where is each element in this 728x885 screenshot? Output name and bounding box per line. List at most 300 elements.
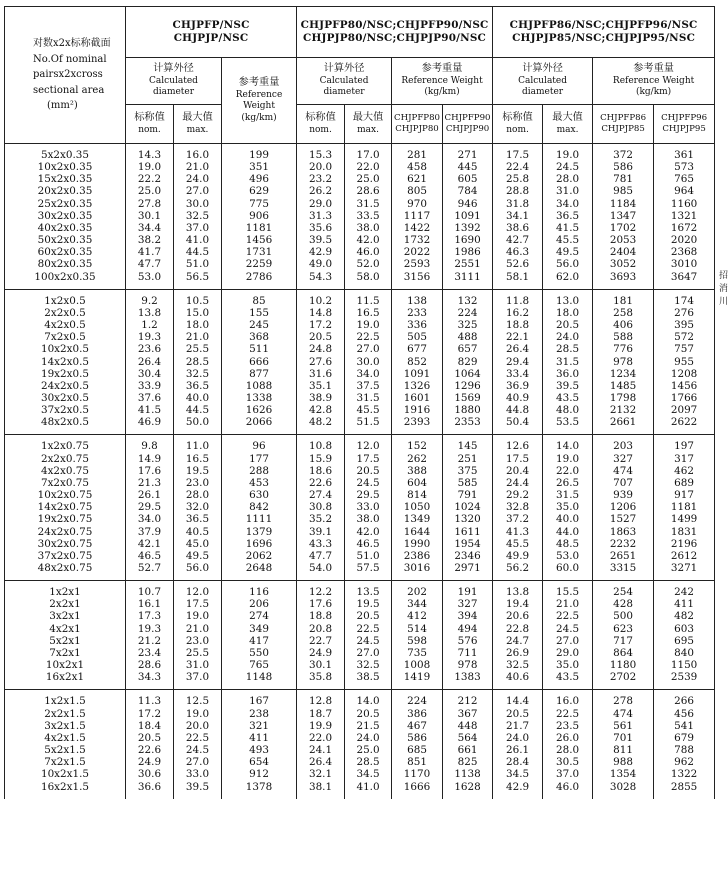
value-cell: 375	[443, 465, 493, 477]
value-cell: 28.0	[174, 489, 222, 501]
value-cell: 26.9	[493, 647, 543, 659]
value-cell: 60.0	[543, 562, 593, 581]
value-cell: 44.5	[174, 404, 222, 416]
value-cell: 2702	[593, 671, 654, 690]
value-cell: 44.0	[543, 526, 593, 538]
value-cell: 36.5	[174, 513, 222, 525]
value-cell: 1628	[443, 781, 493, 799]
value-cell: 21.5	[345, 720, 392, 732]
model-subheader	[392, 105, 443, 144]
value-cell: 238	[222, 708, 297, 720]
value-cell: 24.4	[493, 477, 543, 489]
value-cell: 1064	[443, 368, 493, 380]
value-cell: 2786	[222, 271, 297, 290]
weight-unit: (kg/km)	[241, 112, 277, 123]
value-cell: 814	[392, 489, 443, 501]
value-cell: 9.8	[126, 435, 174, 453]
value-cell: 657	[443, 343, 493, 355]
value-cell: 21.2	[126, 635, 174, 647]
value-cell: 1666	[392, 781, 443, 799]
value-cell: 37.0	[174, 222, 222, 234]
value-cell: 1181	[222, 222, 297, 234]
model-line-2: CHJPJP95	[662, 124, 706, 134]
value-cell: 30.1	[126, 210, 174, 222]
value-cell: 1379	[222, 526, 297, 538]
value-cell: 564	[443, 732, 493, 744]
value-cell: 62.0	[543, 271, 593, 290]
size-cell: 4x2x1.5	[5, 732, 126, 744]
table-row	[5, 453, 715, 465]
value-cell: 31.0	[543, 185, 593, 197]
value-cell: 3271	[654, 562, 715, 581]
value-cell: 598	[392, 635, 443, 647]
value-cell: 38.9	[297, 392, 345, 404]
value-cell: 629	[222, 185, 297, 197]
value-cell: 1696	[222, 538, 297, 550]
weight-cn: 参考重量	[238, 77, 280, 89]
value-cell: 21.7	[493, 720, 543, 732]
value-cell: 2648	[222, 562, 297, 581]
value-cell: 132	[443, 289, 493, 307]
value-cell: 14.4	[493, 690, 543, 708]
value-cell: 17.2	[297, 319, 345, 331]
value-cell: 2404	[593, 246, 654, 258]
value-cell: 29.5	[126, 501, 174, 513]
value-cell: 19.0	[345, 319, 392, 331]
value-cell: 17.0	[345, 144, 392, 162]
value-cell: 19.0	[543, 144, 593, 162]
value-cell: 2022	[392, 246, 443, 258]
calc-en-1: Calculated	[518, 76, 568, 87]
value-cell: 30.6	[126, 768, 174, 780]
value-cell: 43.5	[543, 392, 593, 404]
value-cell: 372	[593, 144, 654, 162]
value-cell: 781	[593, 173, 654, 185]
value-cell: 24.9	[297, 647, 345, 659]
value-cell: 1206	[593, 501, 654, 513]
value-cell: 254	[593, 581, 654, 599]
value-cell: 496	[222, 173, 297, 185]
value-cell: 788	[654, 744, 715, 756]
value-cell: 1349	[392, 513, 443, 525]
model-line-2: CHJPJP80	[395, 124, 439, 134]
size-cell: 25x2x0.35	[5, 198, 126, 210]
size-label-en-1: No.Of nominal	[33, 53, 107, 65]
value-cell: 181	[593, 289, 654, 307]
weight-en-full: Reference Weight	[612, 76, 695, 87]
value-cell: 26.1	[493, 744, 543, 756]
value-cell: 40.0	[543, 513, 593, 525]
value-cell: 1008	[392, 659, 443, 671]
value-cell: 2661	[593, 416, 654, 435]
value-cell: 811	[593, 744, 654, 756]
value-cell: 197	[654, 435, 715, 453]
value-cell: 26.5	[543, 477, 593, 489]
value-cell: 31.6	[297, 368, 345, 380]
value-cell: 511	[222, 343, 297, 355]
size-cell: 1x2x0.5	[5, 289, 126, 307]
value-cell: 42.0	[345, 526, 392, 538]
value-cell: 550	[222, 647, 297, 659]
value-cell: 20.5	[345, 708, 392, 720]
value-cell: 54.3	[297, 271, 345, 290]
value-cell: 33.5	[345, 210, 392, 222]
value-cell: 51.0	[174, 258, 222, 270]
size-cell: 24x2x0.5	[5, 380, 126, 392]
table-row	[5, 581, 715, 599]
value-cell: 1569	[443, 392, 493, 404]
table-row	[5, 368, 715, 380]
size-cell: 10x2x0.35	[5, 161, 126, 173]
value-cell: 21.0	[174, 623, 222, 635]
max-cn: 最大值	[182, 112, 213, 123]
value-cell: 52.6	[493, 258, 543, 270]
value-cell: 12.5	[174, 690, 222, 708]
value-cell: 35.0	[543, 501, 593, 513]
value-cell: 2971	[443, 562, 493, 581]
value-cell: 1050	[392, 501, 443, 513]
size-cell: 7x2x0.5	[5, 331, 126, 343]
value-cell: 351	[222, 161, 297, 173]
calc-en-2: diameter	[323, 87, 365, 98]
value-cell: 31.0	[174, 659, 222, 671]
value-cell: 2232	[593, 538, 654, 550]
value-cell: 52.0	[345, 258, 392, 270]
nom-cn: 标称值	[502, 112, 533, 123]
size-cell: 1x2x1	[5, 581, 126, 599]
value-cell: 27.6	[297, 356, 345, 368]
model-subheader	[654, 105, 715, 144]
value-cell: 28.6	[345, 185, 392, 197]
value-cell: 24.5	[345, 477, 392, 489]
value-cell: 327	[443, 598, 493, 610]
value-cell: 35.8	[297, 671, 345, 690]
group-1-line-2: CHJPJP/NSC	[173, 32, 249, 44]
value-cell: 13.0	[543, 289, 593, 307]
size-cell: 3x2x1	[5, 610, 126, 622]
value-cell: 27.8	[126, 198, 174, 210]
value-cell: 41.0	[174, 234, 222, 246]
value-cell: 22.5	[345, 331, 392, 343]
nom-cn: 标称值	[134, 112, 165, 123]
value-cell: 251	[443, 453, 493, 465]
value-cell: 33.0	[345, 501, 392, 513]
value-cell: 17.3	[126, 610, 174, 622]
value-cell: 317	[654, 453, 715, 465]
value-cell: 24.0	[493, 732, 543, 744]
value-cell: 10.8	[297, 435, 345, 453]
value-cell: 20.5	[345, 465, 392, 477]
table-row	[5, 144, 715, 162]
size-column-header	[5, 7, 126, 144]
size-cell: 48x2x0.5	[5, 416, 126, 435]
value-cell: 32.8	[493, 501, 543, 513]
value-cell: 224	[443, 307, 493, 319]
value-cell: 271	[443, 144, 493, 162]
value-cell: 1499	[654, 513, 715, 525]
value-cell: 145	[443, 435, 493, 453]
value-cell: 1111	[222, 513, 297, 525]
value-cell: 12.2	[297, 581, 345, 599]
value-cell: 1208	[654, 368, 715, 380]
value-cell: 327	[593, 453, 654, 465]
value-cell: 10.7	[126, 581, 174, 599]
table-row	[5, 380, 715, 392]
value-cell: 39.5	[297, 234, 345, 246]
value-cell: 2259	[222, 258, 297, 270]
weight-cn: 参考重量	[421, 63, 463, 75]
value-cell: 2132	[593, 404, 654, 416]
value-cell: 474	[593, 465, 654, 477]
value-cell: 1378	[222, 781, 297, 799]
value-cell: 37.9	[126, 526, 174, 538]
value-cell: 964	[654, 185, 715, 197]
value-cell: 344	[392, 598, 443, 610]
value-cell: 1731	[222, 246, 297, 258]
value-cell: 22.8	[493, 623, 543, 635]
value-cell: 1732	[392, 234, 443, 246]
value-cell: 52.7	[126, 562, 174, 581]
value-cell: 42.8	[297, 404, 345, 416]
value-cell: 28.6	[126, 659, 174, 671]
value-cell: 203	[593, 435, 654, 453]
value-cell: 15.0	[174, 307, 222, 319]
value-cell: 29.4	[493, 356, 543, 368]
value-cell: 85	[222, 289, 297, 307]
value-cell: 695	[654, 635, 715, 647]
value-cell: 482	[654, 610, 715, 622]
value-cell: 233	[392, 307, 443, 319]
table-row	[5, 185, 715, 197]
table-row	[5, 526, 715, 538]
value-cell: 2612	[654, 550, 715, 562]
value-cell: 40.6	[493, 671, 543, 690]
value-cell: 1702	[593, 222, 654, 234]
value-cell: 43.5	[543, 671, 593, 690]
value-cell: 17.5	[345, 453, 392, 465]
model-line-1: CHJPFP96	[661, 113, 708, 124]
value-cell: 757	[654, 343, 715, 355]
weight-en-2: Weight	[243, 101, 275, 112]
value-cell: 24.5	[543, 623, 593, 635]
value-cell: 20.5	[345, 610, 392, 622]
size-cell: 14x2x0.5	[5, 356, 126, 368]
value-cell: 24.5	[345, 635, 392, 647]
nom-en: nom.	[138, 124, 161, 135]
value-cell: 191	[443, 581, 493, 599]
value-cell: 1916	[392, 404, 443, 416]
value-cell: 16.5	[174, 453, 222, 465]
value-cell: 16.2	[493, 307, 543, 319]
value-cell: 12.0	[174, 581, 222, 599]
value-cell: 24.0	[345, 732, 392, 744]
value-cell: 51.0	[345, 550, 392, 562]
value-cell: 1383	[443, 671, 493, 690]
value-cell: 17.5	[493, 453, 543, 465]
value-cell: 19.4	[493, 598, 543, 610]
value-cell: 411	[654, 598, 715, 610]
value-cell: 25.8	[493, 173, 543, 185]
value-cell: 1321	[654, 210, 715, 222]
value-cell: 917	[654, 489, 715, 501]
value-cell: 24.5	[174, 744, 222, 756]
value-cell: 852	[392, 356, 443, 368]
value-cell: 445	[443, 161, 493, 173]
model-line-2: CHJPJP90	[445, 124, 490, 134]
value-cell: 48.5	[543, 538, 593, 550]
value-cell: 56.2	[493, 562, 543, 581]
value-cell: 11.5	[345, 289, 392, 307]
value-cell: 1601	[392, 392, 443, 404]
size-cell: 30x2x0.75	[5, 538, 126, 550]
value-cell: 765	[654, 173, 715, 185]
value-cell: 33.0	[174, 768, 222, 780]
table-row	[5, 198, 715, 210]
value-cell: 48.0	[543, 404, 593, 416]
max-header	[543, 105, 593, 144]
value-cell: 38.2	[126, 234, 174, 246]
value-cell: 428	[593, 598, 654, 610]
value-cell: 10.2	[297, 289, 345, 307]
value-cell: 27.0	[345, 343, 392, 355]
side-text: 招 消 川	[719, 271, 728, 307]
value-cell: 24.5	[543, 161, 593, 173]
value-cell: 23.5	[543, 720, 593, 732]
value-cell: 17.5	[174, 598, 222, 610]
value-cell: 13.5	[345, 581, 392, 599]
model-line-2: CHJPJP85	[601, 124, 645, 134]
value-cell: 13.8	[126, 307, 174, 319]
value-cell: 258	[593, 307, 654, 319]
value-cell: 30.1	[297, 659, 345, 671]
size-cell: 30x2x0.35	[5, 210, 126, 222]
value-cell: 39.5	[174, 781, 222, 799]
table-row	[5, 465, 715, 477]
calc-cn: 计算外径	[323, 63, 365, 75]
value-cell: 15.5	[543, 581, 593, 599]
value-cell: 28.0	[543, 173, 593, 185]
value-cell: 33.9	[126, 380, 174, 392]
nom-header	[297, 105, 345, 144]
table-row	[5, 538, 715, 550]
size-cell: 5x2x1.5	[5, 744, 126, 756]
value-cell: 417	[222, 635, 297, 647]
value-cell: 946	[443, 198, 493, 210]
value-cell: 456	[654, 708, 715, 720]
table-row	[5, 501, 715, 513]
value-cell: 116	[222, 581, 297, 599]
value-cell: 16.0	[543, 690, 593, 708]
value-cell: 3052	[593, 258, 654, 270]
value-cell: 199	[222, 144, 297, 162]
value-cell: 24.8	[297, 343, 345, 355]
value-cell: 30.5	[543, 756, 593, 768]
value-cell: 19.0	[126, 161, 174, 173]
value-cell: 2053	[593, 234, 654, 246]
value-cell: 791	[443, 489, 493, 501]
size-cell: 3x2x1.5	[5, 720, 126, 732]
value-cell: 1180	[593, 659, 654, 671]
value-cell: 38.0	[345, 222, 392, 234]
size-cell: 10x2x0.75	[5, 489, 126, 501]
value-cell: 56.0	[543, 258, 593, 270]
value-cell: 35.1	[297, 380, 345, 392]
value-cell: 34.5	[345, 768, 392, 780]
calc-cn: 计算外径	[153, 63, 194, 75]
table-row	[5, 289, 715, 307]
value-cell: 1690	[443, 234, 493, 246]
size-cell: 5x2x1	[5, 635, 126, 647]
value-cell: 49.9	[493, 550, 543, 562]
value-cell: 623	[593, 623, 654, 635]
value-cell: 765	[222, 659, 297, 671]
value-cell: 22.4	[493, 161, 543, 173]
value-cell: 28.5	[174, 356, 222, 368]
size-cell: 1x2x1.5	[5, 690, 126, 708]
value-cell: 20.0	[297, 161, 345, 173]
value-cell: 1088	[222, 380, 297, 392]
table-row	[5, 550, 715, 562]
value-cell: 34.5	[493, 768, 543, 780]
weight-header-2	[392, 58, 493, 105]
group-3-line-2: CHJPJP85/NSC;CHJPJP95/NSC	[512, 32, 696, 44]
model-subheader	[593, 105, 654, 144]
table-row	[5, 234, 715, 246]
value-cell: 29.5	[345, 489, 392, 501]
value-cell: 22.0	[543, 465, 593, 477]
size-cell: 24x2x0.75	[5, 526, 126, 538]
value-cell: 46.5	[126, 550, 174, 562]
table-row	[5, 598, 715, 610]
value-cell: 20.5	[543, 319, 593, 331]
value-cell: 955	[654, 356, 715, 368]
value-cell: 138	[392, 289, 443, 307]
value-cell: 829	[443, 356, 493, 368]
table-row	[5, 392, 715, 404]
value-cell: 15.9	[297, 453, 345, 465]
value-cell: 462	[654, 465, 715, 477]
value-cell: 39.5	[543, 380, 593, 392]
value-cell: 23.0	[174, 477, 222, 489]
value-cell: 32.5	[174, 210, 222, 222]
group-1-line-1: CHJPFP/NSC	[172, 19, 250, 31]
value-cell: 17.5	[493, 144, 543, 162]
value-cell: 22.6	[297, 477, 345, 489]
value-cell: 53.0	[126, 271, 174, 290]
value-cell: 35.2	[297, 513, 345, 525]
value-cell: 23.0	[174, 635, 222, 647]
value-cell: 1138	[443, 768, 493, 780]
value-cell: 31.5	[345, 392, 392, 404]
value-cell: 42.0	[345, 234, 392, 246]
value-cell: 40.9	[493, 392, 543, 404]
value-cell: 912	[222, 768, 297, 780]
size-cell: 48x2x0.75	[5, 562, 126, 581]
table-row	[5, 173, 715, 185]
size-cell: 20x2x0.35	[5, 185, 126, 197]
value-cell: 988	[593, 756, 654, 768]
value-cell: 26.4	[297, 756, 345, 768]
value-cell: 386	[392, 708, 443, 720]
value-cell: 33.4	[493, 368, 543, 380]
value-cell: 28.5	[543, 343, 593, 355]
value-cell: 1322	[654, 768, 715, 780]
value-cell: 30.0	[345, 356, 392, 368]
value-cell: 11.3	[126, 690, 174, 708]
value-cell: 58.1	[493, 271, 543, 290]
size-cell: 19x2x0.75	[5, 513, 126, 525]
table-row	[5, 246, 715, 258]
